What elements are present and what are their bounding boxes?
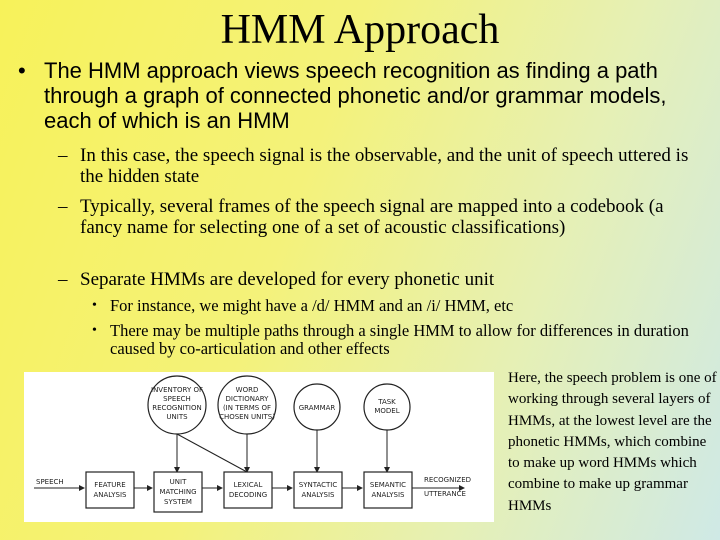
output-label: UTTERANCE — [424, 490, 466, 498]
knowledge-source-circle — [148, 376, 206, 434]
box-label: FEATURE — [94, 481, 126, 489]
sub-bullet-text: In this case, the speech signal is the observable, and the unit of speech uttered is the hidden state — [80, 145, 689, 187]
dash-marker: – — [58, 196, 68, 217]
circle-label: CHOSEN UNITS) — [219, 413, 275, 421]
main-bullet — [18, 58, 708, 133]
output-label: RECOGNIZED — [424, 476, 472, 484]
bullet-marker: • — [18, 58, 26, 83]
sub-bullet-3 — [58, 269, 708, 290]
knowledge-source-circle — [364, 384, 410, 430]
bullet-marker: • — [92, 323, 97, 338]
main-bullet-text: The HMM approach views speech recognition as finding a path through a graph of connected phonetic and/or grammar models, each of which is an HMM — [44, 58, 667, 133]
circle-label: WORD — [235, 386, 259, 394]
input-label: SPEECH — [36, 478, 64, 486]
processing-box — [364, 472, 412, 508]
circle-label: (IN TERMS OF — [222, 404, 272, 412]
circle-label: DICTIONARY — [225, 395, 269, 403]
box-label: LEXICAL — [233, 481, 263, 489]
circle-label: TASK — [378, 398, 396, 406]
sub-sub-bullet-1 — [92, 297, 712, 315]
sub-sub-bullet-text: There may be multiple paths through a single HMM to allow for differences in duration caused by co-articulation and other effects — [110, 321, 689, 358]
sub-sub-bullet-2 — [92, 322, 712, 358]
knowledge-source-circle — [294, 384, 340, 430]
sub-bullet-1 — [58, 145, 708, 187]
dash-marker: – — [58, 145, 68, 166]
diagram-caption: Here, the speech problem is one of working through several layers of HMMs, at the lowest level are the phonetic HMMs, which combine to make up word HMMs which combine to make up grammar HMMs — [508, 370, 717, 514]
box-label: SEMANTIC — [369, 481, 407, 489]
box-label: SYNTACTIC — [298, 481, 338, 489]
circle-label: SPEECH — [163, 395, 191, 403]
box-label: ANALYSIS — [301, 491, 335, 499]
slide-title: HMM Approach — [220, 7, 500, 53]
box-label: ANALYSIS — [93, 491, 127, 499]
sub-bullet-text: Separate HMMs are developed for every phonetic unit — [80, 269, 495, 290]
circle-label: GRAMMAR — [298, 404, 336, 412]
processing-box — [224, 472, 272, 508]
box-label: ANALYSIS — [371, 491, 405, 499]
dash-marker: – — [58, 269, 68, 290]
sub-sub-bullet-text: For instance, we might have a /d/ HMM and an /i/ HMM, etc — [110, 296, 514, 315]
sub-bullet-text: Typically, several frames of the speech signal are mapped into a codebook (a fancy name for selecting one of a set of acoustic classifications) — [80, 196, 664, 238]
bullet-marker: • — [92, 298, 97, 313]
box-label: SYSTEM — [164, 498, 192, 506]
circle-label: UNITS — [166, 413, 188, 421]
processing-box — [154, 472, 202, 512]
box-label: DECODING — [228, 491, 268, 499]
box-label: UNIT — [169, 478, 187, 486]
speech-recognition-diagram — [24, 372, 494, 522]
sub-bullet-2 — [58, 196, 708, 238]
diagram-svg — [24, 372, 494, 522]
knowledge-source-circle — [218, 376, 276, 434]
circle-label: MODEL — [374, 407, 400, 415]
circle-label: RECOGNITION — [152, 404, 202, 412]
processing-box — [294, 472, 342, 508]
processing-box — [86, 472, 134, 508]
box-label: MATCHING — [159, 488, 197, 496]
circle-label: INVENTORY OF — [151, 386, 203, 394]
arrow-line — [177, 434, 247, 472]
